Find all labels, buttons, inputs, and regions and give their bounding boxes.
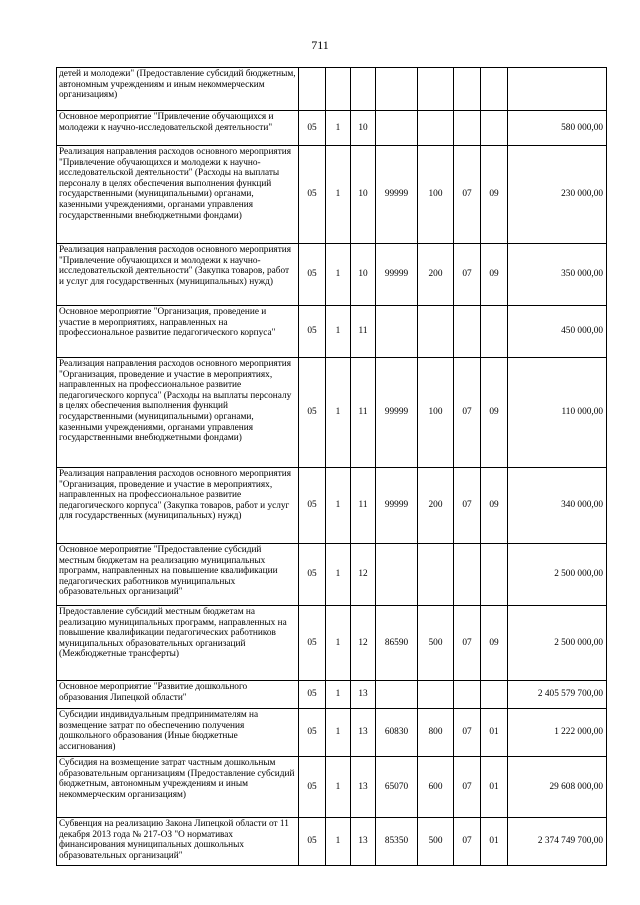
section-code xyxy=(454,544,481,606)
subprogram-code: 1 xyxy=(326,111,351,146)
row-description: Субсидия на возмещение затрат частным дошкольным образовательным организациям (Предоставление субсидий бюджетным, автономным учреждениям и иным некоммерческим организациям) xyxy=(57,757,299,818)
amount: 2 405 579 700,00 xyxy=(508,681,607,709)
table-row xyxy=(57,358,607,468)
section-code xyxy=(454,111,481,146)
table-row xyxy=(57,757,607,818)
program-code: 05 xyxy=(299,146,326,244)
expense-type-code: 500 xyxy=(418,606,454,681)
subsection-code: 09 xyxy=(481,358,508,468)
program-code: 05 xyxy=(299,358,326,468)
program-code: 05 xyxy=(299,818,326,866)
direction-code: 65070 xyxy=(376,757,418,818)
subsection-code xyxy=(481,306,508,358)
table-row xyxy=(57,306,607,358)
subprogram-code: 1 xyxy=(326,818,351,866)
direction-code xyxy=(376,306,418,358)
subprogram-code: 1 xyxy=(326,306,351,358)
section-code: 07 xyxy=(454,606,481,681)
activity-code: 13 xyxy=(351,709,376,757)
subprogram-code: 1 xyxy=(326,358,351,468)
subprogram-code: 1 xyxy=(326,757,351,818)
table-row xyxy=(57,544,607,606)
section-code: 07 xyxy=(454,757,481,818)
budget-table xyxy=(56,67,607,866)
expense-type-code: 100 xyxy=(418,146,454,244)
activity-code: 12 xyxy=(351,544,376,606)
section-code xyxy=(454,68,481,111)
expense-type-code: 200 xyxy=(418,244,454,306)
row-description: Реализация направления расходов основного мероприятия "Организация, проведение и участие в мероприятиях, направленных на профессиональное развитие педагогического корпуса" (Закупка товаров, работ и услуг для государственных (муниципальных) нужд) xyxy=(57,468,299,544)
direction-code xyxy=(376,111,418,146)
section-code xyxy=(454,306,481,358)
subsection-code xyxy=(481,544,508,606)
row-description: Основное мероприятие "Организация, проведение и участие в мероприятиях, направленных на профессиональное развитие педагогического корпуса" xyxy=(57,306,299,358)
table-row xyxy=(57,468,607,544)
amount: 2 500 000,00 xyxy=(508,606,607,681)
row-description: Реализация направления расходов основного мероприятия "Привлечение обучающихся и молодежи к научно-исследовательской деятельности" (Закупка товаров, работ и услуг для государственных (муниципальных) нужд) xyxy=(57,244,299,306)
activity-code: 10 xyxy=(351,111,376,146)
section-code: 07 xyxy=(454,818,481,866)
activity-code: 11 xyxy=(351,306,376,358)
table-row xyxy=(57,146,607,244)
subprogram-code: 1 xyxy=(326,146,351,244)
expense-type-code xyxy=(418,681,454,709)
program-code: 05 xyxy=(299,468,326,544)
activity-code: 10 xyxy=(351,244,376,306)
section-code: 07 xyxy=(454,244,481,306)
expense-type-code: 600 xyxy=(418,757,454,818)
expense-type-code: 100 xyxy=(418,358,454,468)
program-code: 05 xyxy=(299,244,326,306)
expense-type-code xyxy=(418,544,454,606)
subsection-code: 01 xyxy=(481,757,508,818)
row-description: детей и молодежи" (Предоставление субсидий бюджетным, автономным учреждениям и иным некоммерческим организациям) xyxy=(57,68,299,111)
row-description: Основное мероприятие "Привлечение обучающихся и молодежи к научно-исследовательской деятельности" xyxy=(57,111,299,146)
activity-code: 13 xyxy=(351,757,376,818)
amount: 350 000,00 xyxy=(508,244,607,306)
subprogram-code xyxy=(326,68,351,111)
program-code: 05 xyxy=(299,544,326,606)
subprogram-code: 1 xyxy=(326,709,351,757)
page-number: 711 xyxy=(311,38,329,52)
subprogram-code: 1 xyxy=(326,544,351,606)
amount: 29 608 000,00 xyxy=(508,757,607,818)
row-description: Основное мероприятие "Предоставление субсидий местным бюджетам на реализацию муниципальных программ, направленных на повышение квалификации педагогических работников муниципальных образовательных организаций" xyxy=(57,544,299,606)
subsection-code xyxy=(481,111,508,146)
direction-code: 99999 xyxy=(376,146,418,244)
amount: 340 000,00 xyxy=(508,468,607,544)
program-code xyxy=(299,68,326,111)
row-description: Субсидии индивидуальным предпринимателям на возмещение затрат по обеспечению получения дошкольного образования (Иные бюджетные ассигнования) xyxy=(57,709,299,757)
program-code: 05 xyxy=(299,606,326,681)
program-code: 05 xyxy=(299,681,326,709)
subsection-code: 01 xyxy=(481,709,508,757)
subsection-code: 09 xyxy=(481,468,508,544)
row-description: Реализация направления расходов основного мероприятия "Организация, проведение и участие в мероприятиях, направленных на профессиональное развитие педагогического корпуса" (Расходы на выплаты персоналу в целях обеспечения выполнения функций государственными (муниципальными) органами, казенными учреждениями, органами управления государственными внебюджетными фондами) xyxy=(57,358,299,468)
direction-code: 85350 xyxy=(376,818,418,866)
activity-code: 11 xyxy=(351,468,376,544)
table-row xyxy=(57,244,607,306)
direction-code xyxy=(376,68,418,111)
subsection-code xyxy=(481,681,508,709)
direction-code: 99999 xyxy=(376,244,418,306)
subprogram-code: 1 xyxy=(326,606,351,681)
program-code: 05 xyxy=(299,111,326,146)
subprogram-code: 1 xyxy=(326,681,351,709)
amount: 450 000,00 xyxy=(508,306,607,358)
expense-type-code: 800 xyxy=(418,709,454,757)
row-description: Реализация направления расходов основного мероприятия "Привлечение обучающихся и молодежи к научно-исследовательской деятельности" (Расходы на выплаты персоналу в целях обеспечения выполнения функций государственными (муниципальными) органами, казенными учреждениями, органами управления государственными внебюджетными фондами) xyxy=(57,146,299,244)
activity-code xyxy=(351,68,376,111)
table-row xyxy=(57,709,607,757)
direction-code: 99999 xyxy=(376,468,418,544)
activity-code: 10 xyxy=(351,146,376,244)
activity-code: 11 xyxy=(351,358,376,468)
program-code: 05 xyxy=(299,709,326,757)
activity-code: 12 xyxy=(351,606,376,681)
program-code: 05 xyxy=(299,757,326,818)
subsection-code: 09 xyxy=(481,244,508,306)
row-description: Предоставление субсидий местным бюджетам на реализацию муниципальных программ, направленных на повышение квалификации педагогических работников муниципальных образовательных организаций (Межбюджетные трансферты) xyxy=(57,606,299,681)
subsection-code xyxy=(481,68,508,111)
section-code: 07 xyxy=(454,146,481,244)
table-row xyxy=(57,606,607,681)
row-description: Основное мероприятие "Развитие дошкольного образования Липецкой области" xyxy=(57,681,299,709)
section-code xyxy=(454,681,481,709)
direction-code xyxy=(376,544,418,606)
row-description: Субвенция на реализацию Закона Липецкой области от 11 декабря 2013 года № 217-ОЗ "О нормативах финансирования муниципальных дошкольных образовательных организаций" xyxy=(57,818,299,866)
activity-code: 13 xyxy=(351,681,376,709)
amount xyxy=(508,68,607,111)
amount: 1 222 000,00 xyxy=(508,709,607,757)
subsection-code: 09 xyxy=(481,146,508,244)
section-code: 07 xyxy=(454,358,481,468)
expense-type-code xyxy=(418,111,454,146)
subsection-code: 01 xyxy=(481,818,508,866)
direction-code: 60830 xyxy=(376,709,418,757)
table-row xyxy=(57,68,607,111)
direction-code: 99999 xyxy=(376,358,418,468)
section-code: 07 xyxy=(454,709,481,757)
expense-type-code: 200 xyxy=(418,468,454,544)
table-row xyxy=(57,681,607,709)
section-code: 07 xyxy=(454,468,481,544)
expense-type-code: 500 xyxy=(418,818,454,866)
table-row xyxy=(57,818,607,866)
subprogram-code: 1 xyxy=(326,468,351,544)
amount: 2 500 000,00 xyxy=(508,544,607,606)
table-row xyxy=(57,111,607,146)
program-code: 05 xyxy=(299,306,326,358)
expense-type-code xyxy=(418,68,454,111)
direction-code xyxy=(376,681,418,709)
amount: 110 000,00 xyxy=(508,358,607,468)
amount: 580 000,00 xyxy=(508,111,607,146)
subsection-code: 09 xyxy=(481,606,508,681)
activity-code: 13 xyxy=(351,818,376,866)
subprogram-code: 1 xyxy=(326,244,351,306)
expense-type-code xyxy=(418,306,454,358)
direction-code: 86590 xyxy=(376,606,418,681)
amount: 2 374 749 700,00 xyxy=(508,818,607,866)
amount: 230 000,00 xyxy=(508,146,607,244)
